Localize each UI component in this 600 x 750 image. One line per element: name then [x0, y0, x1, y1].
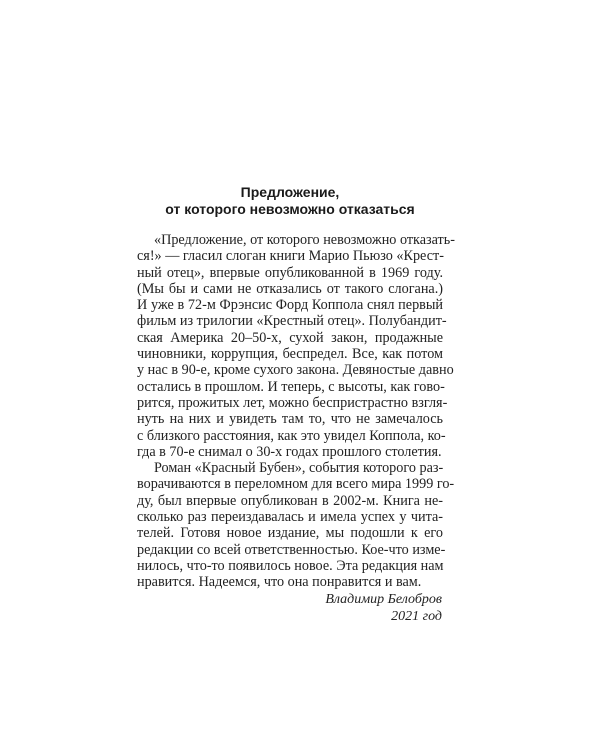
text-line: нравится. Надеемся, что она понравится и вам. [137, 574, 422, 591]
text-line: чиновники, коррупция, беспредел. Все, как потом [137, 346, 443, 363]
text-line: ный отец», впервые опубликованной в 1969 году. [137, 264, 443, 281]
signature-author: Владимир Белобров [325, 592, 442, 607]
text-line: телей. Готовя новое издание, мы подошли к его [137, 525, 443, 542]
text-line: рится, прожитых лет, можно беспристрастно взгля- [137, 394, 448, 411]
signature-year: 2021 год [391, 608, 442, 624]
text-line: (Мы бы и сами не отказались от такого слогана.) [137, 280, 443, 297]
text-line: нилось, что-то появилось новое. Эта редакция нам [137, 557, 444, 574]
signature [325, 592, 442, 625]
chapter-heading [120, 184, 460, 218]
heading-line-1: Предложение, [240, 184, 340, 200]
text-line: фильм из трилогии «Крестный отец». Полубандит- [137, 313, 447, 330]
paragraph-2 [137, 460, 455, 591]
text-line: ду, был впервые опубликован в 2002-м. Книга не- [137, 492, 443, 509]
text-line: гда в 70-е снимал о 30-х годах прошлого столетия. [137, 443, 442, 460]
text-line: редакции со всей ответственностью. Кое-что изме- [137, 541, 446, 558]
paragraph-1 [137, 232, 455, 460]
text-line: ся!» — гласил слоган книги Марио Пьюзо «Крест- [137, 248, 444, 265]
text-line: ворачиваются в переломном для всего мира 1999 го- [137, 476, 455, 493]
text-line: И уже в 72-м Фрэнсис Форд Коппола снял первый [137, 297, 443, 314]
text-line: «Предложение, от которого невозможно отказать- [154, 232, 455, 248]
text-line: ская Америка 20–50-х, сухой закон, продажные [137, 329, 443, 346]
text-line: Роман «Красный Бубен», события которого раз- [154, 460, 444, 477]
text-line: остались в прошлом. И теперь, с высоты, как гово- [137, 378, 445, 395]
text-line: нуть на них и увидеть там то, что не замечалось [137, 411, 443, 428]
text-line: у нас в 90-е, кроме сухого закона. Девяностые давно [137, 362, 454, 379]
text-line: с близкого расстояния, как это увидел Коппола, ко- [137, 427, 446, 444]
heading-line-2: от которого невозможно отказаться [165, 201, 415, 217]
text-line: сколько раз переиздавалась и имела успех у чита- [137, 509, 443, 526]
body-text [137, 232, 455, 591]
